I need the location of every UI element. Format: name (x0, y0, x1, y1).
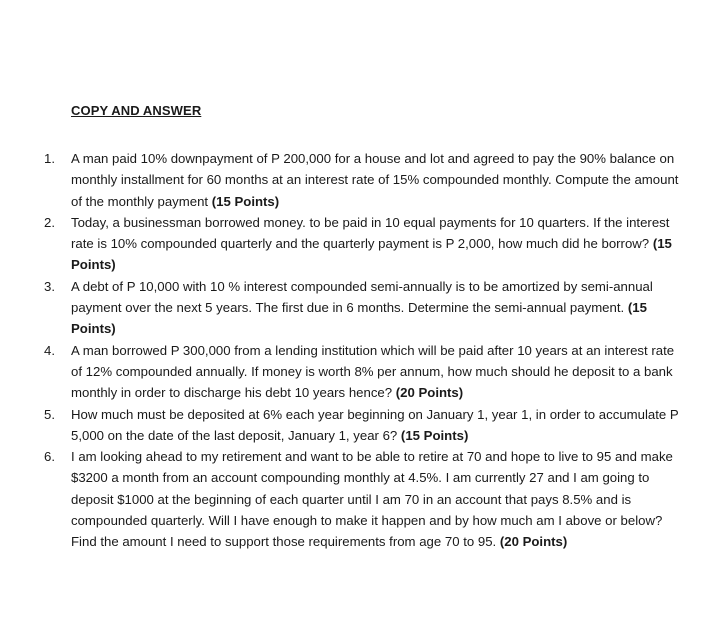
document-heading: COPY AND ANSWER (71, 103, 202, 118)
question-text: I am looking ahead to my retirement and want to be able to retire at 70 and hope to live to 95 and make $3200 a month from an account compounding monthly at 4.5%. I am currently 27 and I am going to deposit $1000 at the beginning of each quarter until I am 70 in an account that pays 8.5% and is compounded quarterly. Will I have enough to make it happen and by how much am I above or below? (71, 449, 673, 529)
question-text: How much must be deposited at 6% each year beginning on January 1, year 1, in order to accumulate P 5,000 on the date of the last deposit, January 1, year 6? (71, 406, 679, 443)
question-extra-line (71, 531, 680, 552)
question-list (0, 148, 720, 553)
question-extra-text: Find the amount I need to support those requirements from age 70 to 95. (71, 534, 497, 550)
question-number: 4. (44, 342, 55, 358)
question-points: (20 Points) (395, 385, 464, 401)
question-points: (20 Points) (499, 534, 568, 550)
question-number: 1. (44, 151, 55, 166)
question-points: (15 Points) (71, 236, 672, 273)
question-number: 3. (44, 278, 55, 294)
question-text: A debt of P 10,000 with 10 % interest compounded semi-annually is to be amortized by semi-annual payment over the next 5 years. The first due in 6 months. Determine the semi-annual payment. (71, 278, 653, 316)
question-points: (15 Points) (400, 427, 469, 443)
question-text: A man paid 10% downpayment of P 200,000 for a house and lot and agreed to pay the 90% balance on monthly installment for 60 months at an interest rate of 15% compounded monthly. Compute the amount of the monthly payment (71, 151, 679, 209)
question-number: 6. (44, 449, 55, 465)
question-number: 5. (44, 406, 55, 422)
question-item (0, 148, 720, 212)
question-item (0, 212, 720, 276)
question-number: 2. (44, 214, 55, 230)
question-text: Today, a businessman borrowed money. to be paid in 10 equal payments for 10 quarters. If the interest rate is 10% compounded quarterly and the quarterly payment is P 2,000, how much did he borrow? (71, 214, 670, 252)
question-text: A man borrowed P 300,000 from a lending institution which will be paid after 10 years at an interest rate of 12% compounded annually. If money is worth 8% per annum, how much should he deposit to a bank monthly in order to discharge his debt 10 years hence? (71, 342, 675, 401)
question-item (0, 276, 720, 340)
question-item (0, 340, 720, 404)
question-points: (15 Points) (71, 300, 647, 337)
question-item (0, 404, 720, 447)
question-points: (15 Points) (211, 193, 280, 209)
question-item (0, 446, 720, 552)
